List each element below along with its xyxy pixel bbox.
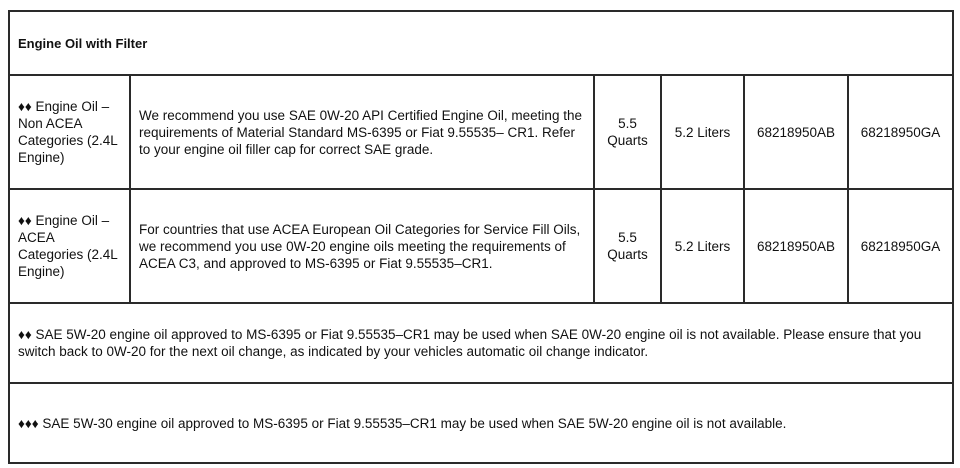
part-number-cell: 68218950AB: [744, 75, 848, 189]
table-row: [9, 189, 953, 303]
table-title: Engine Oil with Filter: [9, 11, 953, 75]
table-title-row: [9, 11, 953, 75]
engine-oil-table: [8, 10, 954, 464]
table-row: [9, 75, 953, 189]
part-number-cell: 68218950AB: [744, 189, 848, 303]
capacity-liters-cell: 5.2 Liters: [661, 75, 744, 189]
oil-description-cell: We recommend you use SAE 0W-20 API Certified Engine Oil, meeting the requirements of Material Standard MS-6395 or Fiat 9.55535– CR1. Refer to your engine oil filler cap for correct SAE grade.: [130, 75, 594, 189]
oil-category-cell: ♦♦ Engine Oil – ACEA Categories (2.4L Engine): [9, 189, 130, 303]
oil-description-cell: For countries that use ACEA European Oil Categories for Service Fill Oils, we recommend you use 0W-20 engine oils meeting the requirements of ACEA C3, and approved to MS-6395 or Fiat 9.55535–CR1.: [130, 189, 594, 303]
note-row: [9, 303, 953, 383]
capacity-quarts-cell: 5.5 Quarts: [594, 75, 661, 189]
part-number-cell: 68218950GA: [848, 75, 953, 189]
part-number-cell: 68218950GA: [848, 189, 953, 303]
oil-category-cell: ♦♦ Engine Oil – Non ACEA Categories (2.4L Engine): [9, 75, 130, 189]
capacity-liters-cell: 5.2 Liters: [661, 189, 744, 303]
note-text: ♦♦ SAE 5W-20 engine oil approved to MS-6395 or Fiat 9.55535–CR1 may be used when SAE 0W-20 engine oil is not available. Please ensure that you switch back to 0W-20 for the next oil change, as indicated by your vehicles automatic oil change indicator.: [9, 303, 953, 383]
spec-document: [8, 10, 952, 464]
capacity-quarts-cell: 5.5 Quarts: [594, 189, 661, 303]
note-text: ♦♦♦ SAE 5W-30 engine oil approved to MS-6395 or Fiat 9.55535–CR1 may be used when SAE 5W-20 engine oil is not available.: [9, 383, 953, 463]
note-row: [9, 383, 953, 463]
